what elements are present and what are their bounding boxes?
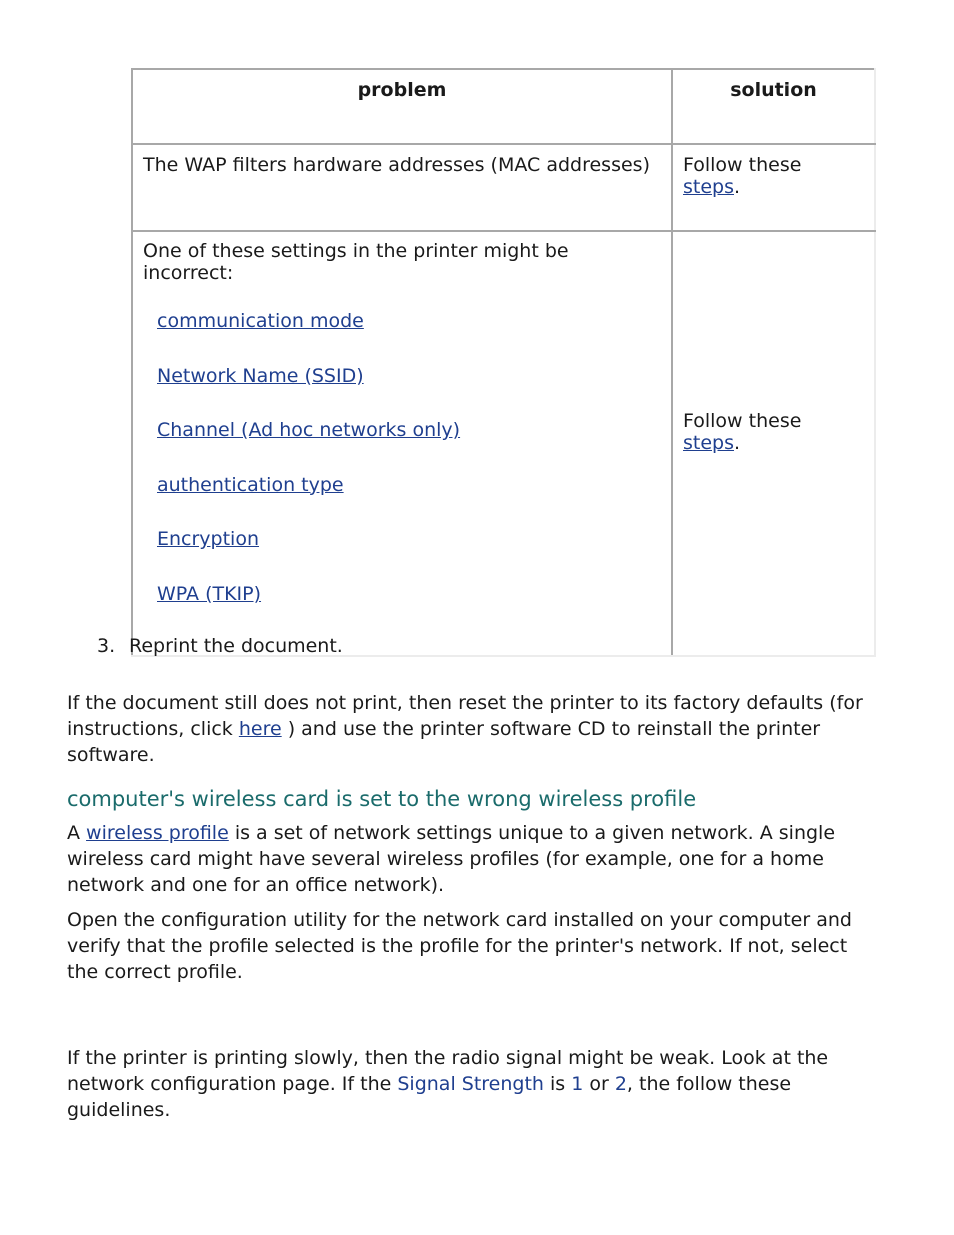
encryption-link[interactable]: Encryption xyxy=(157,528,260,551)
section-heading: computer's wireless card is set to the wrong wireless profile xyxy=(67,787,697,811)
list-item xyxy=(157,310,661,365)
slow-text-4: , the follow these guidelines. xyxy=(67,1073,792,1121)
settings-list xyxy=(157,310,661,638)
problem-cell xyxy=(132,231,672,656)
network-name-link[interactable]: Network Name (SSID) xyxy=(157,364,364,387)
troubleshooting-table xyxy=(131,68,876,657)
wireless-profile-link[interactable]: wireless profile xyxy=(86,822,229,844)
step-3 xyxy=(97,635,343,657)
signal-value-2: 2 xyxy=(614,1073,627,1095)
step-text: Reprint the document. xyxy=(129,635,343,657)
list-item xyxy=(157,583,661,638)
settings-intro: One of these settings in the printer might be incorrect: xyxy=(143,240,569,284)
list-item xyxy=(157,528,661,583)
list-item xyxy=(157,365,661,420)
slow-text-2: is xyxy=(543,1073,572,1095)
config-paragraph: Open the configuration utility for the network card installed on your computer and verify that the profile selected is the profile for the printer's network. If not, select the correct profile. xyxy=(67,909,852,983)
signal-strength-term: Signal Strength xyxy=(397,1073,544,1095)
here-link[interactable]: here xyxy=(238,718,282,740)
steps-link[interactable]: steps xyxy=(683,176,734,198)
header-solution: solution xyxy=(672,69,875,144)
header-problem: problem xyxy=(132,69,672,144)
profile-paragraph xyxy=(67,820,867,898)
wpa-tkip-link[interactable]: WPA (TKIP) xyxy=(157,582,262,605)
reset-text-after: ) and use the printer software CD to reinstall the printer software. xyxy=(67,718,821,766)
signal-value-1: 1 xyxy=(571,1073,584,1095)
list-item xyxy=(157,419,661,474)
slow-printing-paragraph xyxy=(67,1045,867,1123)
problem-cell xyxy=(132,144,672,231)
solution-cell xyxy=(672,144,875,231)
slow-text-3: or xyxy=(583,1073,615,1095)
reset-paragraph xyxy=(67,690,867,768)
solution-suffix: . xyxy=(734,176,741,198)
table-header-row xyxy=(132,69,875,144)
solution-prefix: Follow these xyxy=(683,409,802,432)
solution-suffix: . xyxy=(734,431,741,454)
table-row xyxy=(132,144,875,231)
steps-link[interactable]: steps xyxy=(683,431,734,454)
channel-link[interactable]: Channel (Ad hoc networks only) xyxy=(157,419,461,442)
profile-text-after: is a set of network settings unique to a given network. A single wireless card might have several wireless profiles (for example, one for a home network and one for an office network). xyxy=(67,822,836,896)
communication-mode-link[interactable]: communication mode xyxy=(157,310,364,332)
reset-text-before: If the document still does not print, then reset the printer to its factory defaults (for instructions, click xyxy=(67,692,863,740)
solution-cell xyxy=(672,231,875,656)
problem-text: The WAP filters hardware addresses (MAC addresses) xyxy=(143,154,650,176)
step-number: 3. xyxy=(97,635,116,657)
authentication-type-link[interactable]: authentication type xyxy=(157,473,344,496)
solution-prefix: Follow these xyxy=(683,154,802,176)
table-row xyxy=(132,231,875,656)
profile-text-before: A xyxy=(67,822,87,844)
list-item xyxy=(157,474,661,529)
slow-text-1: If the printer is printing slowly, then the radio signal might be weak. Look at the network configuration page. If the xyxy=(67,1047,829,1095)
